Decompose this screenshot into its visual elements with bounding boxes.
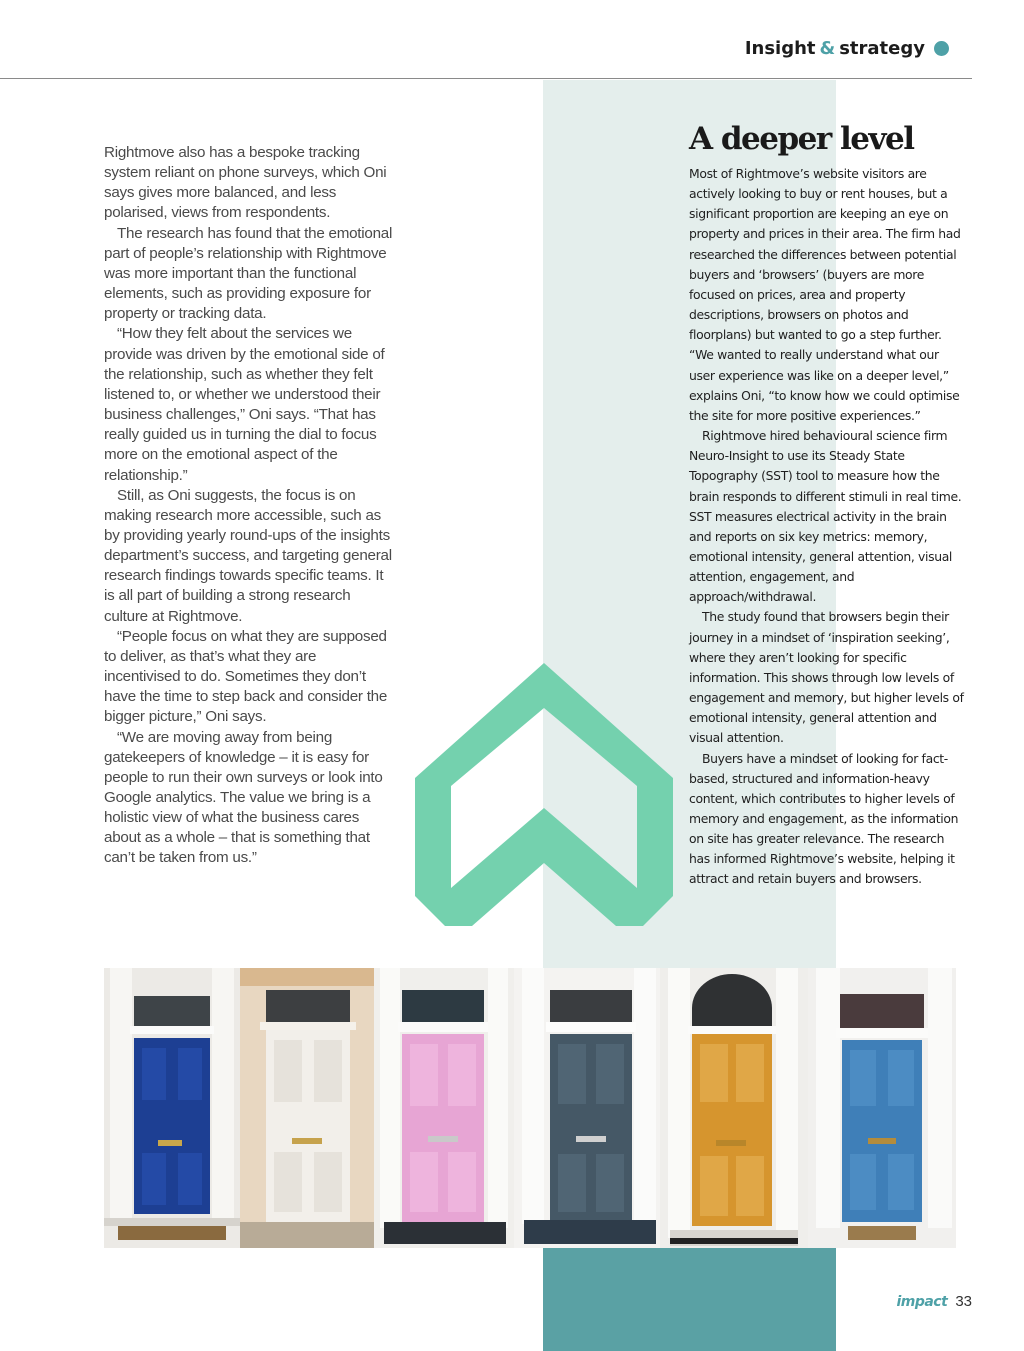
section-title-word2: strategy bbox=[839, 38, 925, 59]
right-column bbox=[689, 120, 964, 890]
teal-background-band bbox=[543, 1247, 836, 1351]
left-paragraph: “People focus on what they are supposed to deliver, as that’s what they are incentivised to do. Sometimes they don’t have the time to step back and consider the bigger picture,” Oni says. bbox=[104, 627, 388, 726]
house-outline-icon bbox=[415, 660, 673, 926]
door-panel-golden bbox=[660, 968, 808, 1248]
page-number: 33 bbox=[955, 1293, 972, 1310]
right-paragraph: Rightmove hired behavioural science firm Neuro-Insight to use its Steady State Topography (SST) tool to measure how the brain responds to different stimuli in real time. SST measures electrical activity in the brain and reports on six key metrics: memory, emotional intensity, general attention, visual attention, engagement, and approach/withdrawal. bbox=[689, 428, 962, 605]
door-panel-white bbox=[240, 968, 374, 1248]
door-panel-slate bbox=[514, 968, 660, 1248]
left-column bbox=[104, 143, 394, 869]
right-paragraph: Buyers have a mindset of looking for fact-based, structured and information-heavy content, which contributes to higher levels of memory and engagement, as the information on site has greater relevance. The research has informed Rightmove’s website, helping it attract and retain buyers and browsers. bbox=[689, 750, 959, 887]
left-paragraph: “We are moving away from being gatekeepers of knowledge – it is easy for people to run their own surveys or look into Google analytics. The value we bring is a holistic view of what the business cares about as a whole – that is something that can’t be taken from us.” bbox=[104, 728, 383, 867]
section-title-word1: Insight bbox=[744, 38, 816, 59]
section-title bbox=[745, 38, 949, 59]
house-outline-shape bbox=[415, 663, 673, 926]
doors-photo bbox=[104, 968, 956, 1248]
left-paragraph: Still, as Oni suggests, the focus is on making research more accessible, such as by providing yearly round-ups of the insights department’s success, and targeting general research findings towards specific teams. It is all part of building a strong research culture at Rightmove. bbox=[104, 486, 392, 625]
page-footer bbox=[896, 1293, 972, 1310]
brand-wordmark: impact bbox=[896, 1294, 948, 1310]
dot-icon bbox=[934, 41, 949, 56]
door-panel-navy bbox=[104, 968, 240, 1248]
door-panel-lightblue bbox=[808, 968, 956, 1248]
left-paragraph: “How they felt about the services we provide was driven by the emotional side of the relationship, such as whether they felt listened to, or whether we understood their business challenges,” Oni says. “That has really guided us in turning the dial to focus more on the emotional aspect of the relationship.” bbox=[104, 325, 385, 484]
right-paragraph: Most of Rightmove’s website visitors are actively looking to buy or rent houses, but a significant proportion are keeping an eye on property and prices in their area. The firm had researched the differences between potential buyers and ‘browsers’ (buyers are more focused on prices, area and property descriptions, browsers on photos and floorplans) but wanted to go a step further. “We wanted to really understand what our user experience was like on a deeper level,” explains Oni, “to know how we could optimise the site for more positive experiences.” bbox=[689, 166, 961, 423]
section-title-ampersand: & bbox=[819, 38, 836, 59]
sidebar-heading: A deeper level bbox=[689, 121, 914, 157]
right-paragraph: The study found that browsers begin their journey in a mindset of ‘inspiration seeking’, where they aren’t looking for specific information. This shows through low levels of engagement and memory, but higher levels of emotional intensity, general attention and visual attention. bbox=[689, 609, 964, 746]
header-rule bbox=[0, 78, 972, 79]
left-paragraph: Rightmove also has a bespoke tracking system reliant on phone surveys, which Oni says gives more balanced, and less polarised, views from respondents. bbox=[104, 144, 387, 222]
left-paragraph: The research has found that the emotional part of people’s relationship with Rightmove was more important than the functional elements, such as providing exposure for property or tracking data. bbox=[104, 224, 393, 323]
door-panel-pink bbox=[374, 968, 514, 1248]
